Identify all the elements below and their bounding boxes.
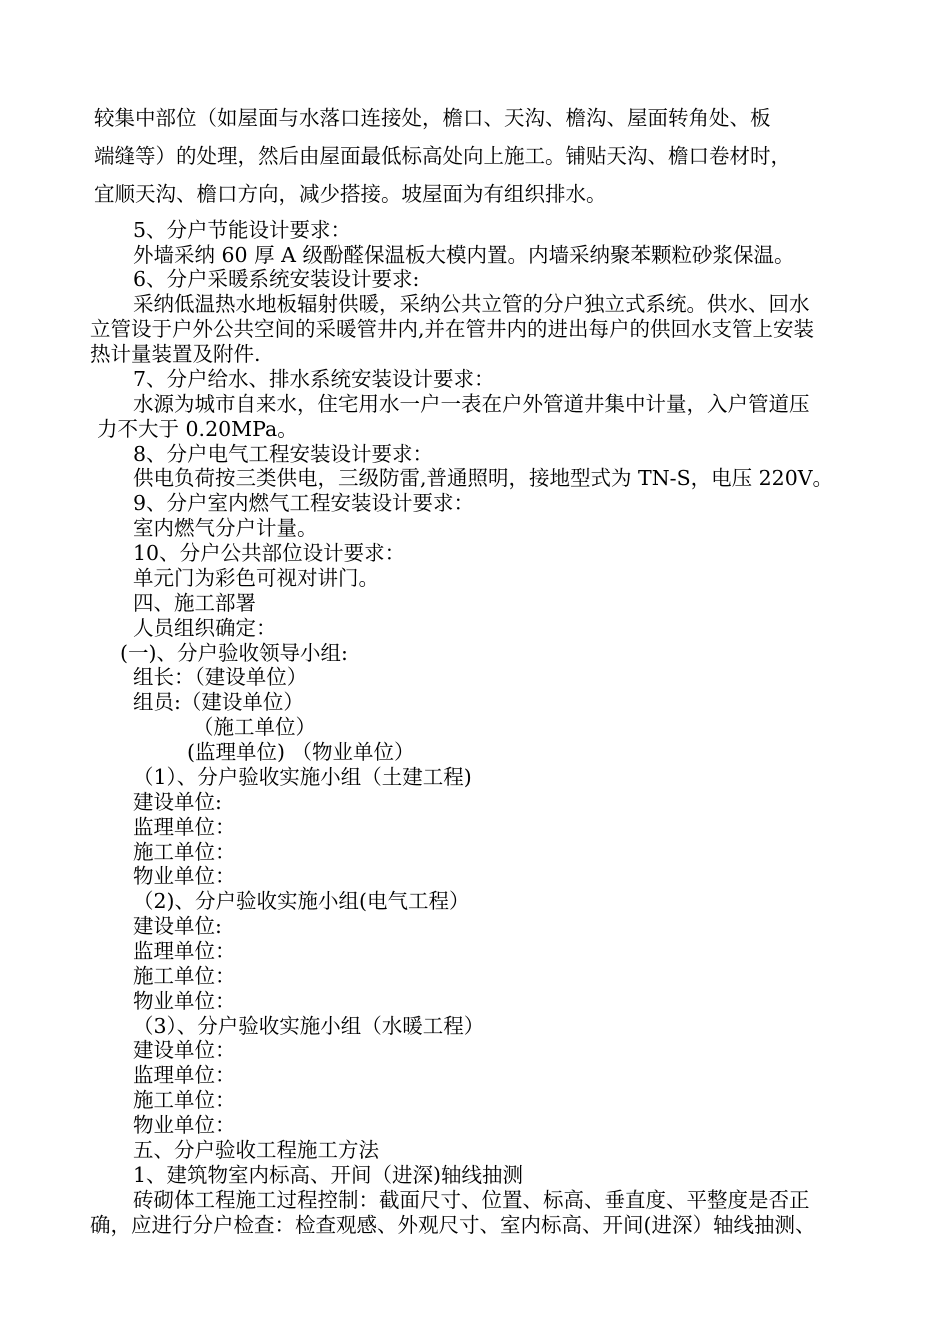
- text-line: 室内燃气分户计量。: [133, 516, 318, 540]
- text-line: 热计量装置及附件.: [90, 342, 261, 366]
- text-line: 建设单位:: [133, 790, 222, 814]
- text-line: 组员:（建设单位）: [133, 690, 304, 714]
- text-line: 力不大于 0.20MPa。: [97, 417, 298, 441]
- text-line: (监理单位) （物业单位）: [187, 740, 415, 764]
- text-line: 监理单位：: [133, 1063, 236, 1087]
- text-line: 7、分户给水、排水系统安装设计要求：: [133, 367, 495, 391]
- text-line: （施工单位）: [193, 715, 316, 739]
- text-line: 施工单位：: [133, 840, 236, 864]
- text-line: 供电负荷按三类供电，三级防雷,普通照明，接地型式为 TN-S，电压 220V。: [133, 466, 834, 490]
- text-line: 组长：（建设单位）: [133, 665, 308, 689]
- text-line: 外墙采纳 60 厚 A 级酚醛保温板大模内置。内墙采纳聚苯颗粒砂浆保温。: [133, 243, 795, 267]
- text-line: 物业单位：: [133, 1113, 236, 1137]
- text-line: 监理单位：: [133, 939, 236, 963]
- text-line: 人员组织确定：: [133, 616, 277, 640]
- text-line: 确，应进行分户检查：检查观感、外观尺寸、室内标高、开间(进深）轴线抽测、: [90, 1213, 816, 1237]
- text-line: （3）、分户验收实施小组（水暖工程）: [133, 1014, 485, 1038]
- text-line: 物业单位：: [133, 989, 236, 1013]
- text-line: 立管设于户外公共空间的采暖管井内,并在管井内的进出每户的供回水支管上安装: [90, 317, 815, 341]
- text-line: 6、分户采暖系统安装设计要求:: [133, 267, 420, 291]
- text-line: 9、分户室内燃气工程安装设计要求：: [133, 491, 475, 515]
- text-line: 施工单位：: [133, 964, 236, 988]
- section-heading: 五、分户验收工程施工方法: [133, 1138, 379, 1162]
- text-line: (一)、分户验收领导小组:: [120, 641, 348, 665]
- text-line: 5、分户节能设计要求：: [133, 218, 352, 242]
- text-line: 采纳低温热水地板辐射供暖，采纳公共立管的分户独立式系统。供水、回水: [133, 292, 810, 316]
- text-line: 宜顺天沟、檐口方向，减少搭接。坡屋面为有组织排水。: [94, 182, 607, 206]
- text-line: 监理单位：: [133, 815, 236, 839]
- text-line: 施工单位：: [133, 1088, 236, 1112]
- text-line: （2)、分户验收实施小组(电气工程）: [133, 889, 470, 913]
- text-line: 端缝等）的处理，然后由屋面最低标高处向上施工。铺贴天沟、檐口卷材时，: [94, 144, 791, 168]
- text-line: 水源为城市自来水，住宅用水一户一表在户外管道井集中计量，入户管道压: [133, 392, 810, 416]
- text-line: （1）、分户验收实施小组（土建工程): [133, 765, 472, 789]
- text-line: 1、建筑物室内标高、开间（进深)轴线抽测: [133, 1163, 524, 1187]
- text-line: 物业单位：: [133, 864, 236, 888]
- text-line: 10、分户公共部位设计要求：: [133, 541, 406, 565]
- text-line: 建设单位：: [133, 1038, 236, 1062]
- text-line: 较集中部位（如屋面与水落口连接处，檐口、天沟、檐沟、屋面转角处、板: [94, 106, 771, 130]
- text-line: 砖砌体工程施工过程控制：截面尺寸、位置、标高、垂直度、平整度是否正: [133, 1188, 810, 1212]
- section-heading: 四、施工部署: [133, 591, 256, 615]
- text-line: 建设单位:: [133, 914, 222, 938]
- text-line: 单元门为彩色可视对讲门。: [133, 566, 379, 590]
- text-line: 8、分户电气工程安装设计要求：: [133, 442, 434, 466]
